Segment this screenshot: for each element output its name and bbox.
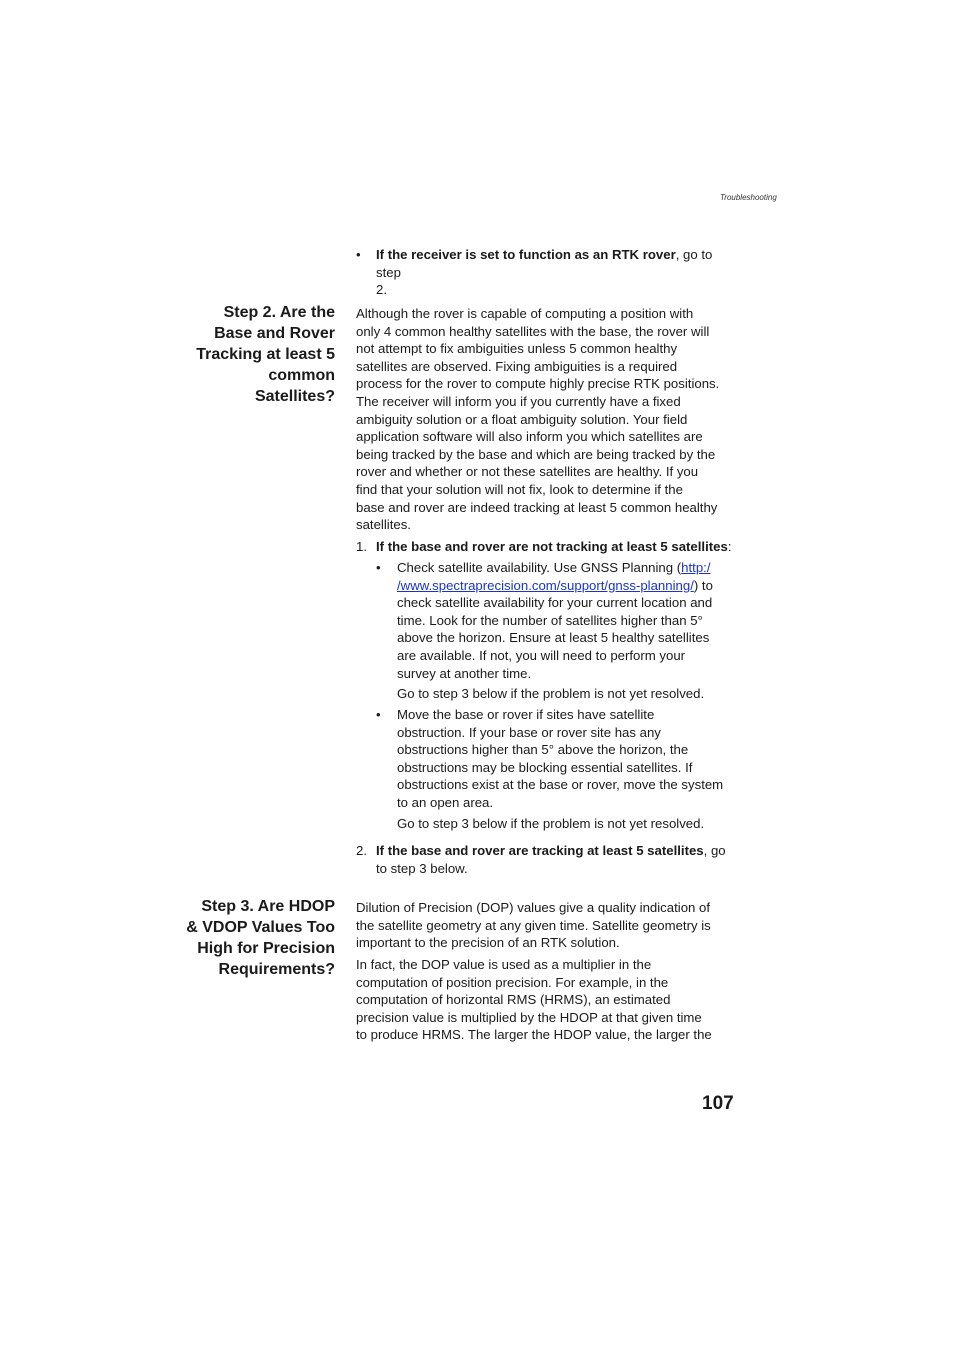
page-number: 107 bbox=[702, 1093, 734, 1114]
text-line: satellites are observed. Fixing ambiguities is a required bbox=[356, 358, 678, 374]
step2-heading-line: Base and Rover bbox=[214, 325, 335, 342]
text-line: are available. If not, you will need to perform your bbox=[397, 647, 686, 663]
text-line: precision value is multiplied by the HDOP at that given time bbox=[356, 1009, 702, 1025]
numbered-item-1 bbox=[356, 538, 740, 556]
intro-bullet-bold: If the receiver is set to function as an RTK rover bbox=[376, 247, 676, 262]
running-header: Troubleshooting bbox=[720, 193, 777, 202]
step3-heading-line: High for Precision bbox=[197, 940, 335, 957]
text-line: ambiguity solution or a float ambiguity solution. Your field bbox=[356, 411, 688, 427]
text-line: important to the precision of an RTK solution. bbox=[356, 935, 620, 951]
text-line: to produce HRMS. The larger the HDOP value, the larger the bbox=[356, 1027, 712, 1043]
text-line: find that your solution will not fix, look to determine if the bbox=[356, 481, 683, 497]
text-line: to an open area. bbox=[397, 794, 494, 810]
text-line: satellites. bbox=[356, 517, 411, 533]
text-line: obstruction. If your base or rover site has any bbox=[397, 724, 661, 740]
text-line: the satellite geometry at any given time. Satellite geometry is bbox=[356, 917, 711, 933]
step2-paragraph bbox=[356, 305, 740, 534]
text-line: above the horizon. Ensure at least 5 healthy satellites bbox=[397, 630, 710, 646]
numbered-item-2 bbox=[356, 842, 740, 877]
bullet-marker: • bbox=[376, 707, 381, 722]
goto-note: Go to step 3 below if the problem is not yet resolved. bbox=[397, 686, 705, 702]
item-number: 1. bbox=[356, 539, 367, 554]
intro-bullet-rest-2: 2. bbox=[376, 282, 387, 298]
item1-suffix: : bbox=[727, 539, 732, 554]
text-line: base and rover are indeed tracking at least 5 common healthy bbox=[356, 499, 718, 515]
item2-rest: , go bbox=[703, 843, 726, 858]
goto-note: Go to step 3 below if the problem is not yet resolved. bbox=[397, 815, 705, 831]
step3-paragraph-2 bbox=[356, 956, 740, 1044]
step2-heading bbox=[180, 302, 335, 407]
text-line: ) to bbox=[693, 577, 713, 593]
bullet-marker: • bbox=[356, 247, 361, 262]
text-line: obstructions exist at the base or rover, move the system bbox=[397, 777, 724, 793]
item2-rest-2: to step 3 below. bbox=[376, 860, 468, 876]
step3-heading bbox=[180, 896, 335, 980]
step3-heading-line: Requirements? bbox=[218, 961, 335, 978]
text-line: The receiver will inform you if you currently have a fixed bbox=[356, 393, 681, 409]
intro-bullet-rest: , go to step bbox=[376, 247, 713, 280]
step2-heading-line: Step 2. Are the bbox=[223, 304, 335, 321]
step3-paragraph-1 bbox=[356, 899, 740, 952]
text-line: application software will also inform you which satellites are bbox=[356, 429, 703, 445]
text-line: only 4 common healthy satellites with the base, the rover will bbox=[356, 323, 710, 339]
text-line: time. Look for the number of satellites higher than 5° bbox=[397, 612, 703, 628]
item1-bold: If the base and rover are not tracking at least 5 satellites bbox=[376, 539, 728, 554]
intro-bullet bbox=[356, 246, 740, 299]
text-line: Check satellite availability. Use GNSS Planning ( bbox=[397, 560, 682, 575]
gnss-planning-link[interactable]: http:/ bbox=[681, 560, 711, 575]
text-line: Move the base or rover if sites have satellite bbox=[397, 707, 655, 722]
step3-heading-line: Step 3. Are HDOP bbox=[201, 898, 335, 915]
item2-bold: If the base and rover are tracking at least 5 satellites bbox=[376, 843, 704, 858]
step2-heading-line: common bbox=[268, 367, 335, 384]
text-line: computation of horizontal RMS (HRMS), an estimated bbox=[356, 992, 671, 1008]
step2-heading-line: Satellites? bbox=[254, 388, 335, 405]
step2-heading-line: Tracking at least 5 bbox=[196, 346, 335, 363]
step3-heading-line: & VDOP Values Too bbox=[186, 919, 335, 936]
text-line: obstructions higher than 5° above the horizon, the bbox=[397, 742, 689, 758]
text-line: not attempt to fix ambiguities unless 5 common healthy bbox=[356, 341, 678, 357]
text-line: Although the rover is capable of computing a position with bbox=[356, 306, 694, 321]
text-line: process for the rover to compute highly precise RTK positions. bbox=[356, 376, 720, 392]
bullet-marker: • bbox=[376, 560, 381, 575]
item-number: 2. bbox=[356, 843, 367, 858]
text-line: being tracked by the base and which are being tracked by the bbox=[356, 446, 716, 462]
text-line: computation of position precision. For example, in the bbox=[356, 974, 669, 990]
bullet-move-base bbox=[356, 706, 740, 832]
gnss-planning-link-cont[interactable]: /www.spectraprecision.com/support/gnss-planning/ bbox=[397, 577, 694, 593]
text-line: check satellite availability for your current location and bbox=[397, 595, 713, 611]
text-line: survey at another time. bbox=[397, 665, 532, 681]
bullet-check-availability bbox=[356, 559, 740, 703]
text-line: Dilution of Precision (DOP) values give a quality indication of bbox=[356, 900, 711, 915]
text-line: In fact, the DOP value is used as a multiplier in the bbox=[356, 957, 652, 972]
text-line: obstructions may be blocking essential satellites. If bbox=[397, 759, 693, 775]
text-line: rover and whether or not these satellites are healthy. If you bbox=[356, 464, 699, 480]
